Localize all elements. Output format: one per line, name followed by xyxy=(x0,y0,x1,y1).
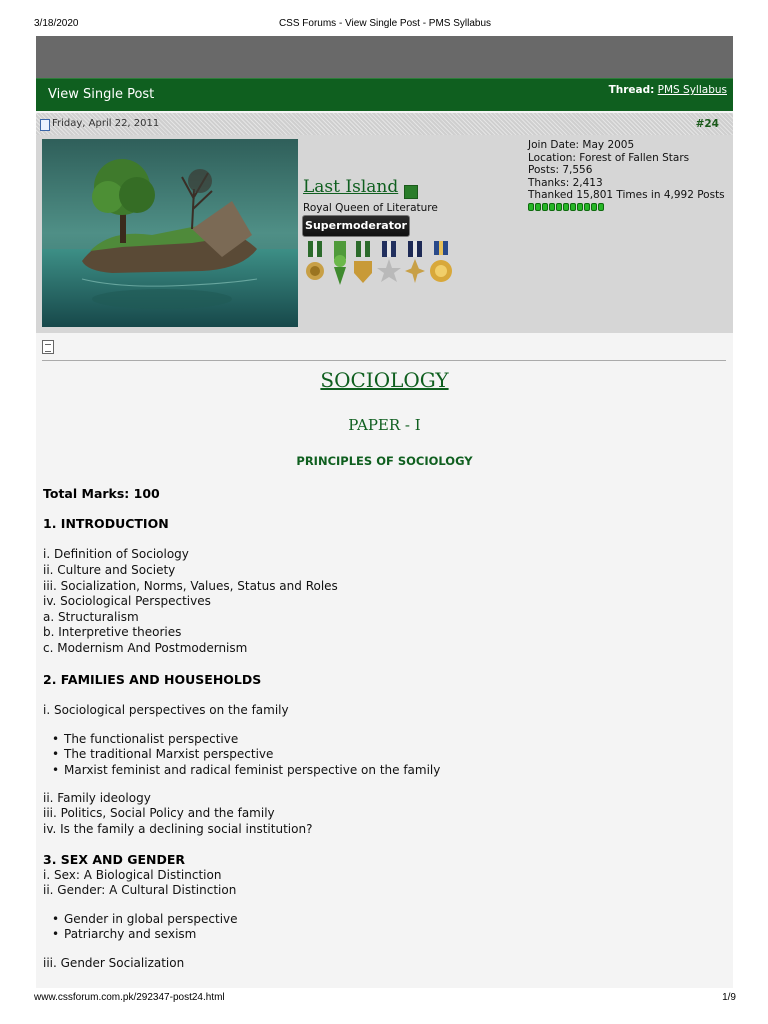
principles-heading: PRINCIPLES OF SOCIOLOGY xyxy=(296,454,473,468)
user-location: Location: Forest of Fallen Stars xyxy=(528,151,690,164)
list-item: iii. Socialization, Norms, Values, Status and Roles xyxy=(43,579,338,593)
medal-4-icon xyxy=(377,241,401,282)
medal-2-icon xyxy=(334,241,346,285)
list-item: i. Sociological perspectives on the family xyxy=(43,703,289,717)
user-avatar[interactable] xyxy=(42,139,298,327)
content-heading: SOCIOLOGY xyxy=(320,368,449,392)
thanks-count: Thanks: 2,413 xyxy=(528,176,603,189)
thread-label: Thread: xyxy=(608,84,655,96)
thanked-count: Thanked 15,801 Times in 4,992 Posts xyxy=(528,189,725,201)
user-stats xyxy=(528,139,725,211)
medal-6-icon xyxy=(430,241,452,282)
reputation-pip-icon xyxy=(556,203,562,211)
reputation-pip-icon xyxy=(535,203,541,211)
post-number-link[interactable]: #24 xyxy=(695,118,719,130)
user-info-panel xyxy=(36,135,733,333)
online-status-icon xyxy=(404,185,418,199)
rank-badge: Supermoderator xyxy=(302,215,410,237)
medals-icon xyxy=(304,241,464,285)
post-header-bar xyxy=(36,78,733,111)
list-item: b. Interpretive theories xyxy=(43,625,182,639)
forum-page xyxy=(36,36,733,988)
list-item: c. Modernism And Postmodernism xyxy=(43,641,248,655)
bullet-item: • Marxist feminist and radical feminist perspective on the family xyxy=(64,763,440,777)
reputation-pip-icon xyxy=(584,203,590,211)
reputation-pip-icon xyxy=(598,203,604,211)
user-title: Royal Queen of Literature xyxy=(303,202,438,214)
bullet-item: • Gender in global perspective xyxy=(64,912,238,926)
list-item: iv. Is the family a declining social institution? xyxy=(43,822,313,836)
bullet-item: • The traditional Marxist perspective xyxy=(64,747,273,761)
content-divider xyxy=(42,360,726,361)
reputation-pip-icon xyxy=(542,203,548,211)
list-item: iii. Politics, Social Policy and the family xyxy=(43,806,275,820)
total-marks: Total Marks: 100 xyxy=(43,486,160,501)
list-item: a. Structuralism xyxy=(43,610,139,624)
thread-info xyxy=(609,84,727,96)
medal-5-icon xyxy=(405,241,425,283)
section-2-title: 2. FAMILIES AND HOUSEHOLDS xyxy=(43,672,262,687)
post-count: Posts: 7,556 xyxy=(528,164,593,176)
section-1-title: 1. INTRODUCTION xyxy=(43,516,169,531)
post-date-bar xyxy=(36,113,733,135)
top-band xyxy=(36,36,733,78)
print-title: CSS Forums - View Single Post - PMS Syllabus xyxy=(278,18,492,29)
medal-1-icon xyxy=(306,241,324,280)
medal-3-icon xyxy=(354,241,372,283)
list-item: iii. Gender Socialization xyxy=(43,956,185,970)
view-single-post-label: View Single Post xyxy=(48,87,155,102)
paper-label: PAPER - I xyxy=(348,416,421,434)
document-icon xyxy=(42,340,54,354)
post-date: Friday, April 22, 2011 xyxy=(52,118,160,129)
print-page-number: 1/9 xyxy=(722,992,736,1003)
section-3-title: 3. SEX AND GENDER xyxy=(43,852,185,867)
list-item: iv. Sociological Perspectives xyxy=(43,594,211,608)
reputation-pip-icon xyxy=(563,203,569,211)
thread-link[interactable]: PMS Syllabus xyxy=(657,84,727,96)
bullet-item: • The functionalist perspective xyxy=(64,732,238,746)
reputation-pip-icon xyxy=(570,203,576,211)
reputation-bar xyxy=(528,203,725,211)
list-item: ii. Family ideology xyxy=(43,791,151,805)
reputation-pip-icon xyxy=(549,203,555,211)
reputation-pip-icon xyxy=(528,203,534,211)
list-item: ii. Culture and Society xyxy=(43,563,176,577)
print-date: 3/18/2020 xyxy=(34,18,79,29)
island-avatar-image xyxy=(42,139,298,327)
post-content xyxy=(36,334,733,988)
list-item: i. Definition of Sociology xyxy=(43,547,189,561)
join-date: Join Date: May 2005 xyxy=(528,139,635,151)
reputation-pip-icon xyxy=(591,203,597,211)
post-icon xyxy=(40,119,50,131)
reputation-pip-icon xyxy=(577,203,583,211)
list-item: ii. Gender: A Cultural Distinction xyxy=(43,883,237,897)
list-item: i. Sex: A Biological Distinction xyxy=(43,868,222,882)
bullet-item: • Patriarchy and sexism xyxy=(64,927,196,941)
username-link[interactable]: Last Island xyxy=(303,177,399,197)
print-url: www.cssforum.com.pk/292347-post24.html xyxy=(34,992,225,1003)
